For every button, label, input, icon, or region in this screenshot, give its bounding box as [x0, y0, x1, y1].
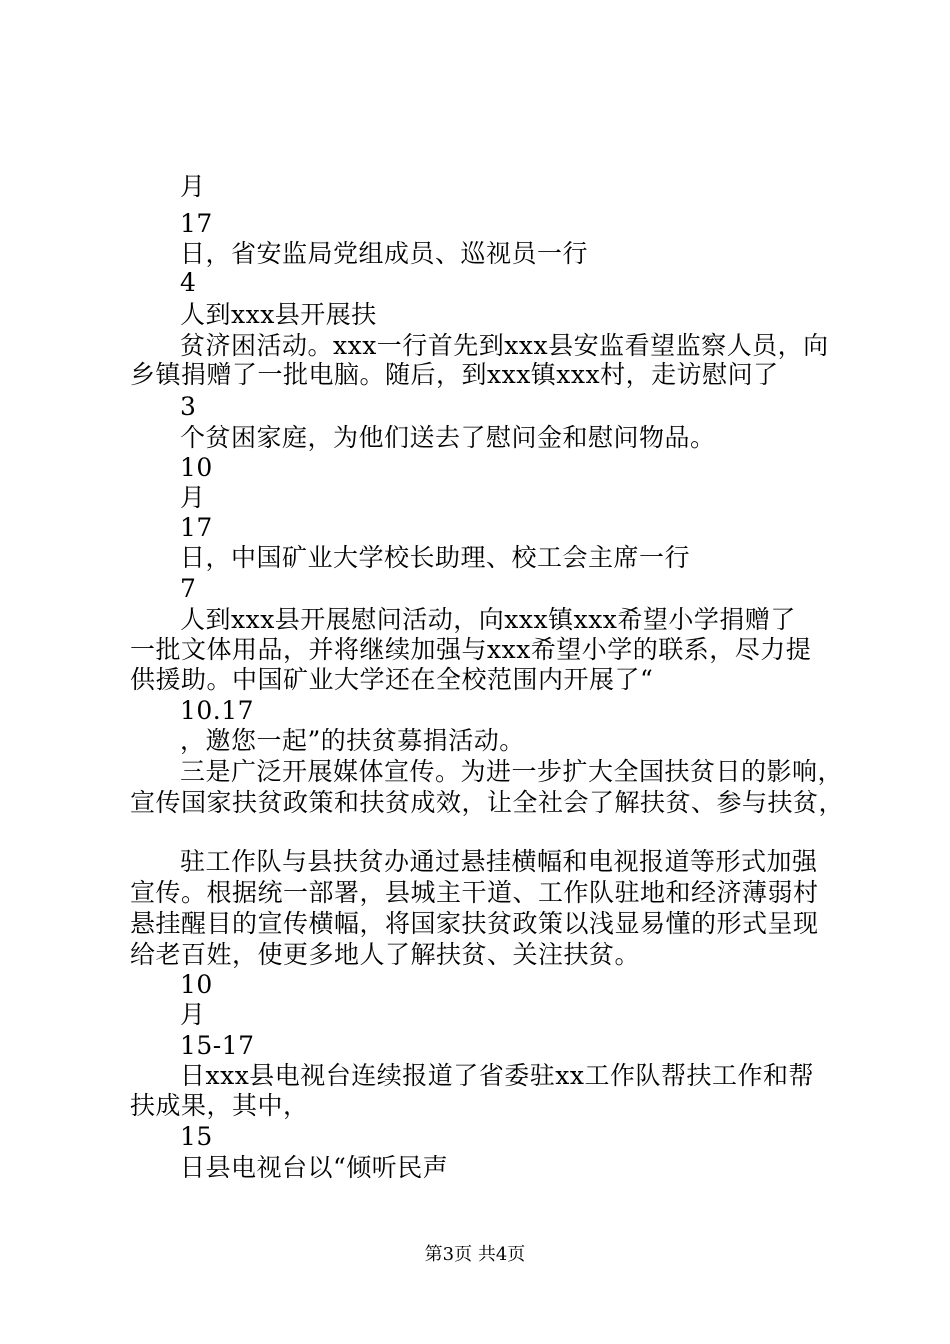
text-line: 17: [180, 209, 213, 238]
text-line: 宣传。根据统一部署，县城主干道、工作队驻地和经济薄弱村: [130, 878, 819, 907]
page-footer: 第3页 共4页: [424, 1244, 526, 1265]
text-line: ，邀您一起”的扶贫募捐活动。: [180, 726, 525, 755]
text-line: 人到xxx县开展扶: [180, 300, 377, 329]
text-line: 扶成果，其中，: [130, 1091, 309, 1120]
text-line: 月: [180, 172, 206, 201]
text-line: 人到xxx县开展慰问活动，向xxx镇xxx希望小学捐赠了: [180, 605, 796, 634]
text-line: 乡镇捐赠了一批电脑。随后，到xxx镇xxx村，走访慰问了: [130, 360, 779, 389]
text-line: 17: [180, 513, 213, 542]
text-line: 贫济困活动。xxx一行首先到xxx县安监看望监察人员，向: [180, 331, 829, 360]
text-line: 15: [180, 1122, 213, 1151]
text-line: 三是广泛开展媒体宣传。为进一步扩大全国扶贫日的影响，: [180, 757, 844, 786]
text-line: 给老百姓，使更多地人了解扶贫、关注扶贫。: [130, 940, 641, 969]
text-line: 日xxx县电视台连续报道了省委驻xx工作队帮扶工作和帮: [180, 1061, 814, 1090]
text-line: 7: [180, 574, 197, 603]
text-line: 个贫困家庭，为他们送去了慰问金和慰问物品。: [180, 423, 716, 452]
text-line: 4: [180, 268, 197, 297]
text-line: 10.17: [180, 696, 255, 725]
text-line: 10: [180, 970, 213, 999]
text-line: 一批文体用品，并将继续加强与xxx希望小学的联系，尽力提: [130, 635, 812, 664]
text-line: 月: [180, 483, 206, 512]
text-line: 驻工作队与县扶贫办通过悬挂横幅和电视报道等形式加强: [180, 847, 818, 876]
text-line: 日，中国矿业大学校长助理、校工会主席一行: [180, 543, 691, 572]
text-line: 15-17: [180, 1031, 255, 1060]
text-line: 日县电视台以“倾听民声: [180, 1153, 449, 1182]
text-line: 3: [180, 392, 197, 421]
text-line: 10: [180, 453, 213, 482]
text-line: 宣传国家扶贫政策和扶贫成效，让全社会了解扶贫、参与扶贫，: [130, 788, 845, 817]
text-line: 供援助。中国矿业大学还在全校范围内开展了“: [130, 665, 654, 694]
text-line: 月: [180, 1000, 206, 1029]
text-line: 日，省安监局党组成员、巡视员一行: [180, 239, 589, 268]
text-line: 悬挂醒目的宣传横幅，将国家扶贫政策以浅显易懂的形式呈现: [130, 909, 819, 938]
